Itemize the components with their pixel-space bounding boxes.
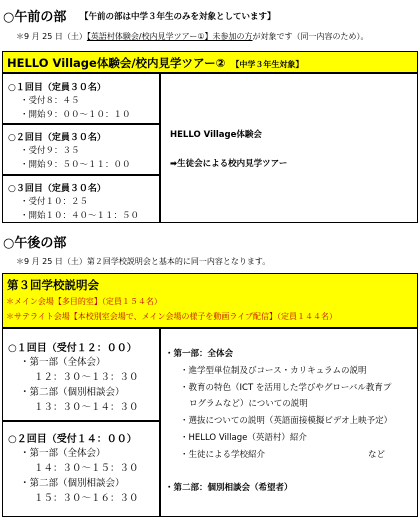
program-item-1: ・進学型単位制及びコース・カリキュラムの説明 bbox=[180, 366, 367, 376]
program-item-2: ・教育の特色（ICT を活用した学びやグローバル教育プ bbox=[180, 383, 392, 393]
round-3-label: ○３回目（定員３０名） bbox=[8, 184, 106, 194]
afternoon-note: ＊9 月 25 日（土）第２回学校説明会と基本的に同一内容となります。 bbox=[16, 257, 271, 266]
morning-round-divider-2 bbox=[3, 174, 160, 176]
program-item-5: ・生徒による学校紹介 bbox=[180, 450, 266, 460]
program-part1-heading: ・第一部：全体会 bbox=[165, 349, 234, 359]
round-3-start: ・開始１０：４０～１１：５０ bbox=[20, 211, 140, 221]
program-item-3: ・選抜についての説明（英語面接模擬ビデオ上映予定） bbox=[180, 416, 393, 426]
round-3-reception: ・受付１０：２５ bbox=[20, 197, 89, 207]
morning-note-post: が対象です（同一内容のため）。 bbox=[252, 32, 369, 41]
session-1-part1: ・第一部（全体会） bbox=[20, 357, 106, 368]
morning-box-title: HELLO Village体験会/校内見学ツアー② bbox=[7, 56, 226, 70]
venue-main: ＊メイン会場【多目的室】（定員１５４名） bbox=[6, 297, 162, 306]
session-2-part2-time: １５：３０～１６：３０ bbox=[34, 493, 139, 504]
afternoon-header-divider bbox=[3, 327, 417, 329]
morning-note bbox=[16, 31, 369, 42]
round-2-label: ○２回目（定員３０名） bbox=[8, 133, 106, 143]
morning-header-divider bbox=[3, 72, 417, 74]
program-item-2-cont: ログラムなど）についての説明 bbox=[189, 399, 308, 409]
session-2-label: ○２回目（受付１４：００） bbox=[8, 434, 137, 445]
morning-right-line-1: HELLO Village体験会 bbox=[170, 130, 262, 140]
morning-note-underlined: 【英語村体験会/校内見学ツアー①】未参加の方 bbox=[86, 32, 253, 41]
session-2-part2: ・第二部（個別相談会） bbox=[20, 478, 125, 489]
morning-notice: 【午前の部は中学３年生のみを対象としています】 bbox=[80, 12, 276, 22]
venue-satellite: ＊サテライト会場【本校別室会場で、メイン会場の様子を動画ライブ配信】（定員１４４名） bbox=[6, 312, 337, 321]
program-etc: など bbox=[368, 450, 386, 460]
morning-right-line-2: ➡生徒会による校内見学ツアー bbox=[170, 159, 288, 169]
afternoon-box-title: 第３回学校説明会 bbox=[7, 278, 99, 292]
morning-box-tag: 【中学３年生対象】 bbox=[231, 60, 304, 69]
program-item-4: ・HELLO Village（英語村）紹介 bbox=[180, 433, 307, 443]
afternoon-column-divider bbox=[159, 328, 161, 516]
session-1-part1-time: １２：３０～１３：３０ bbox=[34, 372, 139, 383]
morning-note-pre: ＊9 月 25 日（土） bbox=[16, 32, 87, 41]
round-2-reception: ・受付９：３５ bbox=[20, 146, 80, 156]
morning-box-title-row bbox=[7, 55, 303, 71]
morning-column-divider bbox=[159, 73, 161, 222]
program-part2-heading: ・第二部：個別相談会（希望者） bbox=[165, 483, 293, 493]
session-2-part1-time: １４：３０～１５：３０ bbox=[34, 463, 139, 474]
session-1-part2: ・第二部（個別相談会） bbox=[20, 387, 125, 398]
afternoon-heading: ○午後の部 bbox=[3, 236, 67, 251]
round-1-label: ○１回目（定員３０名） bbox=[8, 83, 106, 93]
round-1-start: ・開始９：００～１０：１０ bbox=[20, 110, 131, 120]
round-1-reception: ・受付８：４５ bbox=[20, 96, 80, 106]
morning-heading: ○午前の部 bbox=[3, 10, 67, 25]
afternoon-session-divider bbox=[3, 420, 160, 422]
session-1-part2-time: １３：３０～１４：３０ bbox=[34, 402, 139, 413]
session-1-label: ○１回目（受付１２：００） bbox=[8, 343, 137, 354]
session-2-part1: ・第一部（全体会） bbox=[20, 448, 106, 459]
morning-round-divider-1 bbox=[3, 123, 160, 125]
round-2-start: ・開始９：５０～１１：００ bbox=[20, 160, 131, 170]
